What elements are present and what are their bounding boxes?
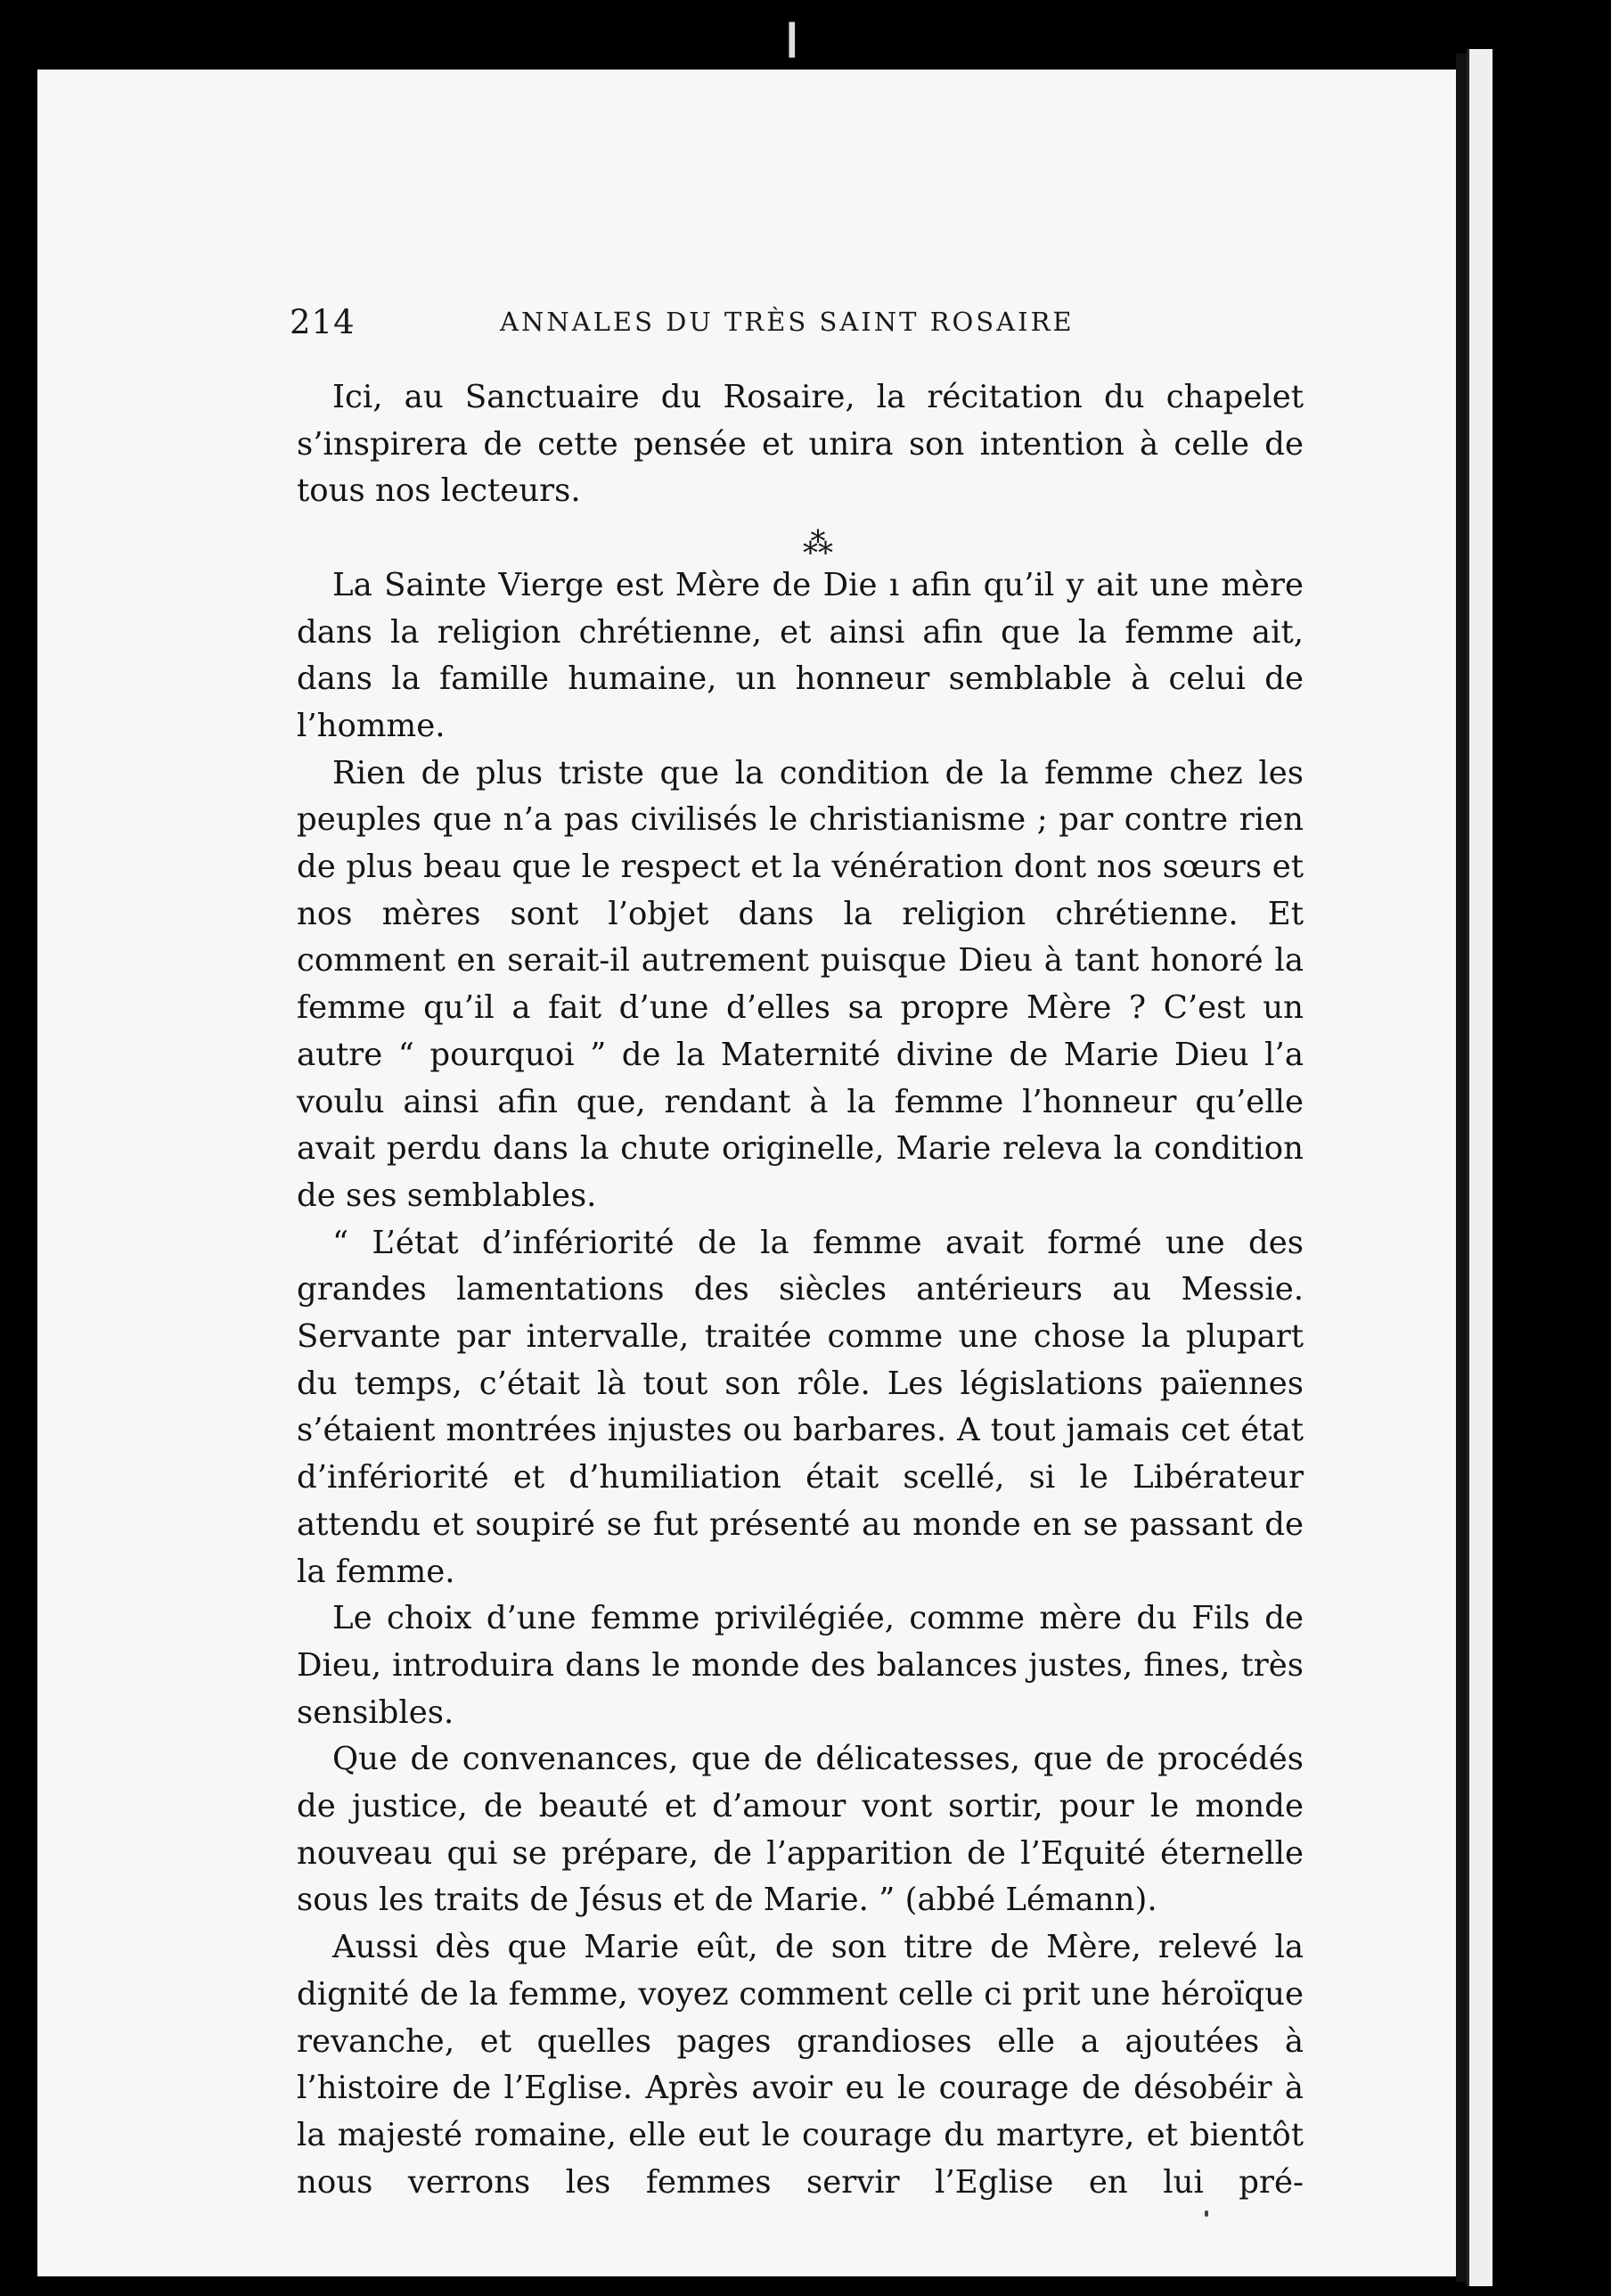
scan-speck xyxy=(1205,2210,1208,2217)
paragraph: La Sainte Vierge est Mère de Die ı afin qu’il y ait une mère dans la religion chrétienne, et ainsi afin que la femme ait, dans la famille humaine, un honneur semblable à celui de l’homme. xyxy=(297,566,1304,744)
body-text xyxy=(297,374,1304,2206)
page-gutter-shadow xyxy=(1456,53,1467,2282)
running-head xyxy=(290,303,1341,348)
page-number: 214 xyxy=(290,303,356,341)
paragraph: Que de convenances, que de délicatesses, que de procédés de justice, de beauté et d’amour vont sortir, pour le monde nouveau qui se prépare, de l’apparition de l’Equité éternelle sous les traits de Jésus et de Marie. ” (abbé Lémann). xyxy=(297,1741,1304,1919)
paragraph: Rien de plus triste que la condition de la femme chez les peuples que n’a pas civilisés le christianisme ; par contre rien de plus beau que le respect et la vénération dont nos sœurs et nos mères sont l’objet dans la religion chrétienne. Et comment en serait-il autrement puisque Dieu à tant honoré la femme qu’il a fait d’une d’elles sa propre Mère ? C’est un autre “ pourquoi ” de la Maternité divine de Marie Dieu l’a voulu ainsi afin que, rendant à la femme l’honneur qu’elle avait perdu dans la chute originelle, Marie releva la condition de ses semblables. xyxy=(297,754,1304,1214)
adjacent-page-edge xyxy=(1467,49,1492,2286)
scan-binding-mark: ❙ xyxy=(777,17,807,58)
paragraph: Aussi dès que Marie eût, de son titre de Mère, relevé la dignité de la femme, voyez comment celle ci prit une héroïque revanche, et quelles pages grandioses elle a ajoutées à l’histoire de l’Eglise. Après avoir eu le courage de désobéir à la majesté romaine, elle eut le courage du martyre, et bientôt nous verrons les femmes servir l’Eglise en lui pré- xyxy=(297,1929,1304,2201)
paragraph: Ici, au Sanctuaire du Rosaire, la récitation du chapelet s’inspirera de cette pensée et unira son intention à celle de tous nos lecteurs. xyxy=(297,379,1304,510)
paragraph: Le choix d’une femme privilégiée, comme mère du Fils de Dieu, introduira dans le monde des balances justes, fines, très sensibles. xyxy=(297,1600,1304,1731)
paragraph: “ L’état d’infériorité de la femme avait formé une des grandes lamentations des siècles antérieurs au Messie. Servante par intervalle, traitée comme une chose la plupart du temps, c’était là tout son rôle. Les législations païennes s’étaient montrées injustes ou barbares. A tout jamais cet état d’infériorité et d’humiliation était scellé, si le Libérateur attendu et soupiré se fut présenté au monde en se passant de la femme. xyxy=(297,1224,1304,1590)
running-title: ANNALES DU TRÈS SAINT ROSAIRE xyxy=(500,307,1075,337)
asterism-separator: ⁂ xyxy=(803,526,833,562)
